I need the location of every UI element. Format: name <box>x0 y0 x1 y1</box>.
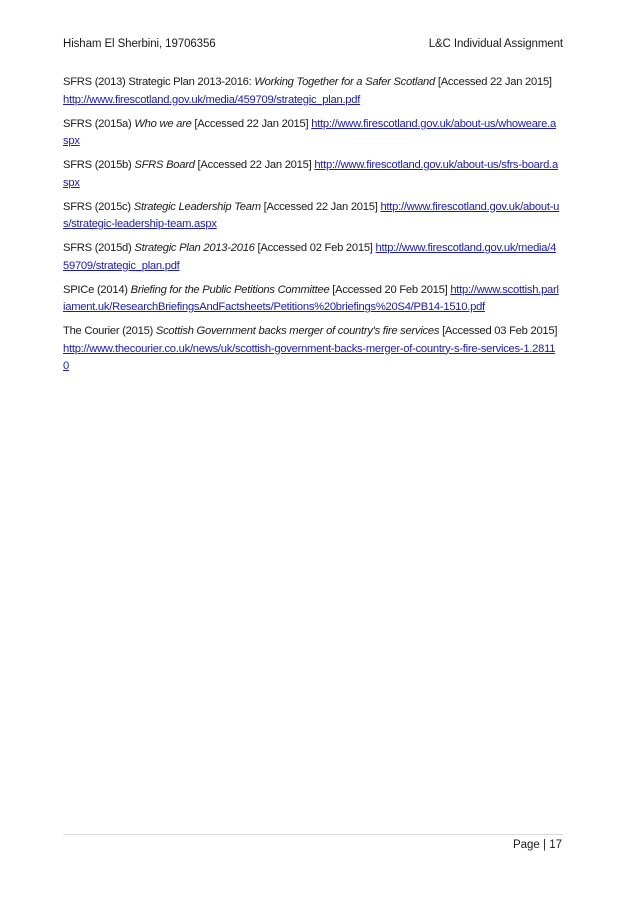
reference-title: Briefing for the Public Petitions Committee <box>130 283 330 296</box>
header-module: L&C Individual Assignment <box>428 38 563 50</box>
header-author: Hisham El Sherbini, 19706356 <box>63 38 216 50</box>
reference-link[interactable]: http://www.thecourier.co.uk/news/uk/scottish-government-backs-merger-of-country-s-fire-services-1.28110 <box>63 342 556 372</box>
reference-title: Strategic Plan 2013-2016 <box>134 242 255 254</box>
reference-link[interactable]: http://www.firescotland.gov.uk/about-us/sfrs-board.aspx <box>63 159 558 189</box>
page-number: Page | 17 <box>512 839 562 851</box>
footer-divider <box>63 834 563 835</box>
reference-source: SFRS (2015a) <box>63 117 135 130</box>
reference-title: Scottish Government backs merger of country's fire services <box>155 325 440 337</box>
reference-title: Who we are <box>134 117 192 130</box>
reference-source: SFRS (2015d) <box>63 242 135 254</box>
page-header <box>63 38 563 54</box>
reference-list <box>63 74 560 382</box>
reference-link[interactable]: http://www.firescotland.gov.uk/about-us/strategic-leadership-team.aspx <box>63 200 560 230</box>
reference-source: SFRS (2015c) <box>63 200 134 213</box>
reference-item <box>63 157 560 192</box>
reference-item <box>63 74 560 109</box>
reference-accessed: [Accessed 20 Feb 2015] <box>329 283 451 296</box>
reference-title: Working Together for a Safer Scotland <box>254 76 435 88</box>
reference-link[interactable]: http://www.scottish.parliament.uk/ResearchBriefingsAndFactsheets/Petitions%20briefings%20S4/PB14-1510.pdf <box>63 283 559 313</box>
reference-item <box>63 199 560 234</box>
reference-accessed: [Accessed 22 Jan 2015] <box>194 159 315 171</box>
reference-accessed: [Accessed 22 Jan 2015] <box>260 200 381 213</box>
reference-source: The Courier (2015) <box>63 325 156 337</box>
reference-title: SFRS Board <box>134 159 195 171</box>
reference-source: SFRS (2015b) <box>63 159 135 171</box>
reference-source: SPICe (2014) <box>63 283 131 296</box>
reference-link[interactable]: http://www.firescotland.gov.uk/media/459709/strategic_plan.pdf <box>63 93 361 106</box>
reference-title: Strategic Leadership Team <box>133 200 261 213</box>
reference-accessed: [Accessed 03 Feb 2015] <box>439 325 558 337</box>
reference-item <box>63 240 560 275</box>
reference-item <box>63 282 560 317</box>
reference-accessed: [Accessed 22 Jan 2015] <box>435 76 552 88</box>
reference-link[interactable]: http://www.firescotland.gov.uk/media/459709/strategic_plan.pdf <box>63 242 557 272</box>
reference-accessed: [Accessed 02 Feb 2015] <box>254 242 376 254</box>
reference-link[interactable]: http://www.firescotland.gov.uk/about-us/whoweare.aspx <box>63 117 556 147</box>
reference-source: SFRS (2013) Strategic Plan 2013-2016: <box>63 76 255 88</box>
reference-item <box>63 323 560 376</box>
reference-item <box>63 116 560 151</box>
reference-accessed: [Accessed 22 Jan 2015] <box>191 117 312 130</box>
